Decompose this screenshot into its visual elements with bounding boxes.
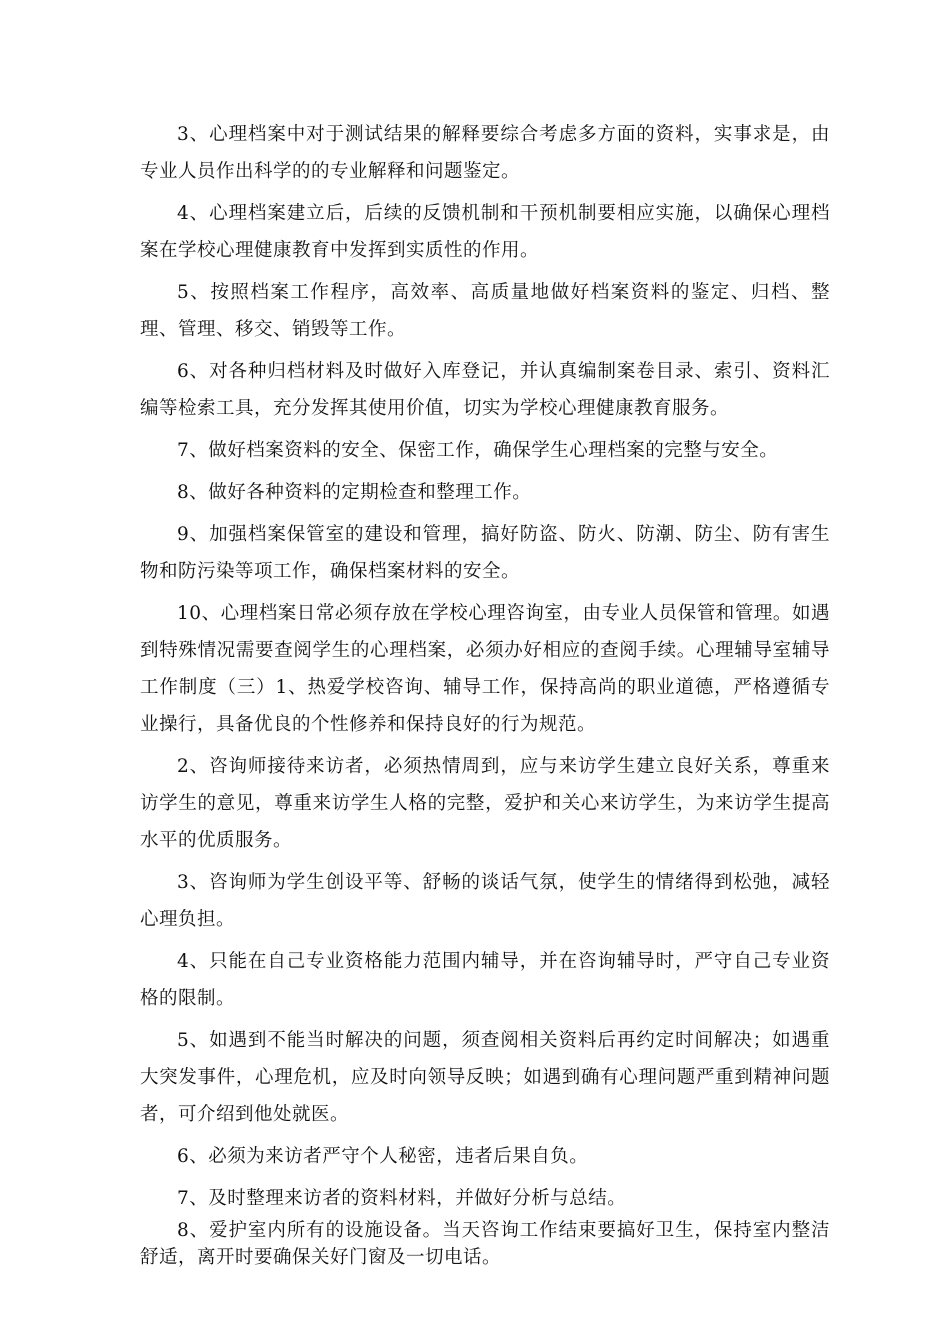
paragraph-archive-7: 7、做好档案资料的安全、保密工作，确保学生心理档案的完整与安全。 — [177, 440, 779, 461]
paragraph-counseling-5: 5、如遇到不能当时解决的问题，须查阅相关资料后再约定时间解决；如遇重大突发事件，心理危机，应及时向领导反映；如遇到确有心理问题严重到精神问题者，可介绍到他处就医。 — [140, 1030, 830, 1125]
paragraph-counseling-8: 8、爱护室内所有的设施设备。当天咨询工作结束要搞好卫生，保持室内整洁舒适，离开时要确保关好门窗及一切电话。 — [140, 1220, 830, 1268]
document-body — [140, 116, 830, 1271]
paragraph-archive-9: 9、加强档案保管室的建设和管理，搞好防盗、防火、防潮、防尘、防有害生物和防污染等项工作，确保档案材料的安全。 — [140, 524, 830, 582]
paragraph-archive-6: 6、对各种归档材料及时做好入库登记，并认真编制案卷目录、索引、资料汇编等检索工具，充分发挥其使用价值，切实为学校心理健康教育服务。 — [140, 361, 830, 419]
paragraph-archive-4: 4、心理档案建立后，后续的反馈机制和干预机制要相应实施，以确保心理档案在学校心理健康教育中发挥到实质性的作用。 — [140, 203, 830, 261]
paragraph-archive-3: 3、心理档案中对于测试结果的解释要综合考虑多方面的资料，实事求是，由专业人员作出科学的的专业解释和问题鉴定。 — [140, 124, 830, 182]
paragraph-archive-8: 8、做好各种资料的定期检查和整理工作。 — [177, 482, 532, 503]
paragraph-counseling-4: 4、只能在自己专业资格能力范围内辅导，并在咨询辅导时，严守自己专业资格的限制。 — [140, 951, 830, 1009]
paragraph-archive-5: 5、按照档案工作程序，高效率、高质量地做好档案资料的鉴定、归档、整理、管理、移交、销毁等工作。 — [140, 282, 830, 340]
paragraph-archive-10: 10、心理档案日常必须存放在学校心理咨询室，由专业人员保管和管理。如遇到特殊情况需要查阅学生的心理档案，必须办好相应的查阅手续。心理辅导室辅导工作制度（三）1、热爱学校咨询、辅导工作，保持高尚的职业道德，严格遵循专业操行，具备优良的个性修养和保持良好的行为规范。 — [140, 603, 830, 735]
paragraph-counseling-6: 6、必须为来访者严守个人秘密，违者后果自负。 — [177, 1146, 589, 1167]
paragraph-counseling-2: 2、咨询师接待来访者，必须热情周到，应与来访学生建立良好关系，尊重来访学生的意见，尊重来访学生人格的完整，爱护和关心来访学生，为来访学生提高水平的优质服务。 — [140, 756, 830, 851]
paragraph-counseling-3: 3、咨询师为学生创设平等、舒畅的谈话气氛，使学生的情绪得到松弛，减轻心理负担。 — [140, 872, 830, 930]
paragraph-counseling-7: 7、及时整理来访者的资料材料，并做好分析与总结。 — [177, 1188, 627, 1209]
